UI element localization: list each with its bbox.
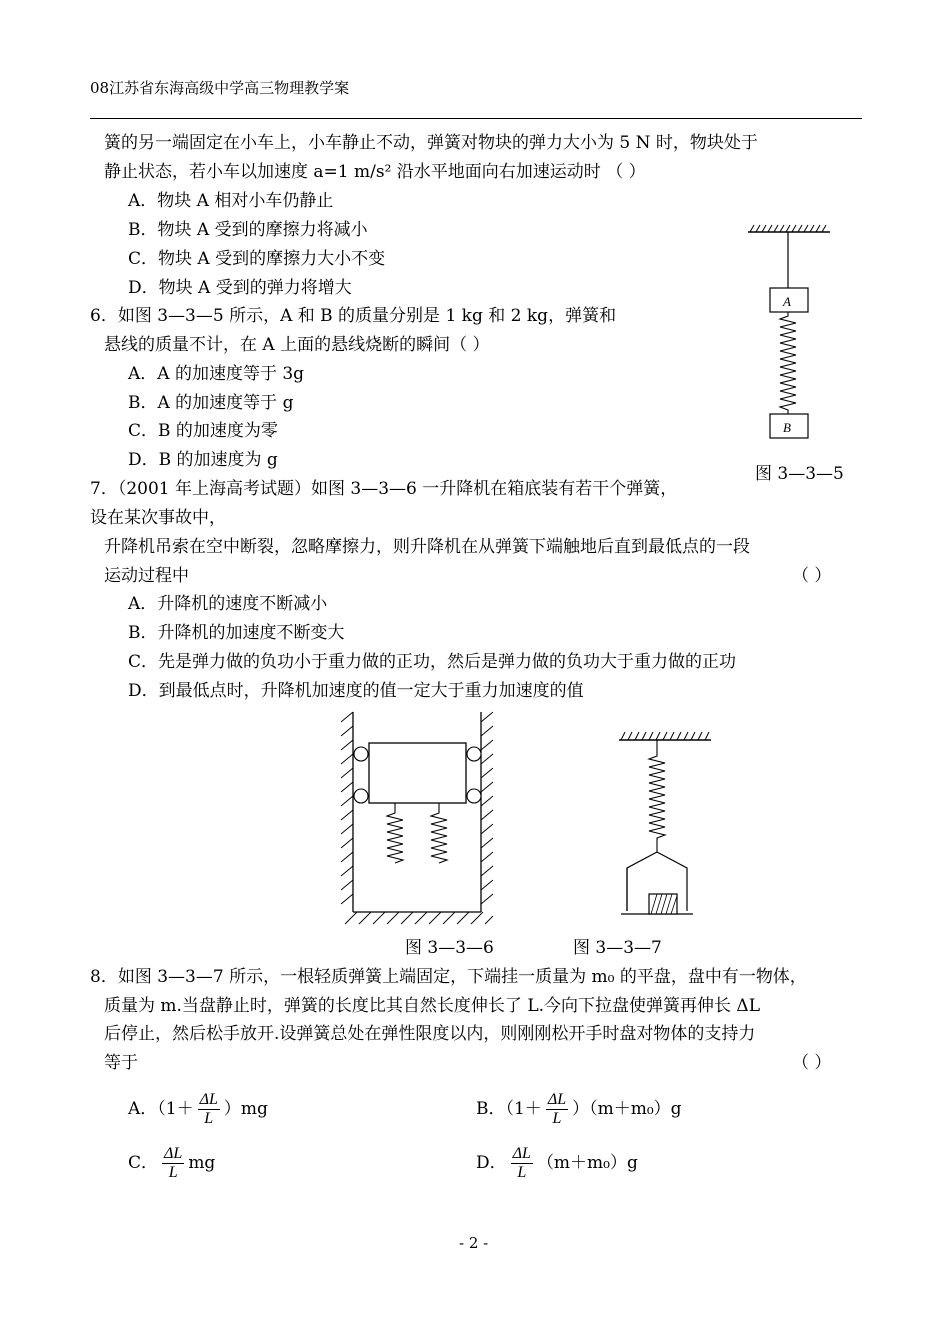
q8-option-c-label: C． [128,1153,159,1173]
q7-answer-paren: （ ） [792,566,832,586]
q8-option-a-label: A．（1＋ [128,1099,194,1119]
page-number: - 2 - [459,1234,489,1252]
q5-line1: 簧的另一端固定在小车上，小车静止不动，弹簧对物块的弹力大小为 5 N 时，物块处于 [104,133,758,153]
block-b-label: B [783,420,791,435]
figure-3-3-6-caption: 图 3—3—6 [405,938,494,958]
q5-line2: 静止状态，若小车以加速度 a=1 m/s² 沿水平地面向右加速运动时 （ ） [104,162,646,182]
q6-option-b: B．A 的加速度等于 g [128,393,294,413]
q5-option-a: A．物块 A 相对小车仍静止 [128,191,334,211]
q8-answer-paren: （ ） [792,1053,832,1073]
fraction-delta-l-over-l: $\frac{\Delta L}{L}$ [547,1091,567,1127]
q7-line3: 升降机吊索在空中断裂，忽略摩擦力，则升降机在从弹簧下端触地后直到最低点的一段 [104,537,750,557]
q8-option-b-tail: ）（m＋m₀）g [572,1099,682,1119]
q7-option-a: A．升降机的速度不断减小 [128,594,328,614]
header-rule [90,118,862,119]
q6-line2: 悬线的质量不计，在 A 上面的悬线烧断的瞬间（ ） [104,335,490,355]
q8-line1: 8．如图 3—3—7 所示，一根轻质弹簧上端固定，下端挂一质量为 m₀ 的平盘，盘中有一物体， [90,967,807,987]
q7-option-d: D．到最低点时，升降机加速度的值一定大于重力加速度的值 [128,681,584,701]
q7-line4: 运动过程中 [104,566,189,586]
q7-line2: 设在某次事故中， [90,508,226,528]
elevator-cabin [369,743,466,803]
fraction-delta-l-over-l: $\frac{\Delta L}{L}$ [199,1091,218,1127]
q7-option-c: C．先是弹力做的负功小于重力做的正功，然后是弹力做的负功大于重力做的正功 [128,652,737,672]
object-on-pan [649,894,677,914]
q8-option-d-tail: （m＋m₀）g [536,1153,638,1173]
fraction-delta-l-over-l: $\frac{\Delta L}{L}$ [164,1145,183,1181]
figure-3-3-7 [615,728,715,920]
q8-option-d-label: D． [476,1153,507,1173]
q8-option-b-label: B．（1＋ [476,1099,542,1119]
figure-3-3-5-caption: 图 3—3—5 [755,464,844,484]
q7-line1: 7．（2001 年上海高考试题）如图 3—3—6 一升降机在箱底装有若干个弹簧， [90,479,678,499]
q8-option-d [476,1140,638,1186]
fraction-delta-l-over-l: $\frac{\Delta L}{L}$ [512,1145,531,1181]
figure-3-3-5 [740,222,840,444]
q8-line4: 等于 [104,1053,138,1073]
q5-option-c: C．物块 A 受到的摩擦力大小不变 [128,249,386,269]
q6-line1: 6．如图 3—3—5 所示，A 和 B 的质量分别是 1 kg 和 2 kg，弹簧和 [90,306,617,326]
q8-option-c-tail: mg [188,1153,216,1173]
q6-option-d: D．B 的加速度为 g [128,450,278,470]
q8-option-c [128,1140,215,1186]
q6-option-a: A．A 的加速度等于 3g [128,364,305,384]
figure-3-3-7-caption: 图 3—3—7 [573,938,662,958]
q8-option-b [476,1086,682,1132]
q8-line2: 质量为 m.当盘静止时，弹簧的长度比其自然长度伸长了 L.今向下拉盘使弹簧再伸长 ΔL [104,996,760,1016]
q8-line3: 后停止，然后松手放开.设弹簧总处在弹性限度以内，则刚刚松开手时盘对物体的支持力 [104,1024,756,1044]
block-a-label: A [783,294,791,309]
q7-option-b: B．升降机的加速度不断变大 [128,623,345,643]
q8-option-a [128,1086,268,1132]
q6-option-c: C．B 的加速度为零 [128,421,278,441]
figure-3-3-6 [335,710,495,928]
page-header: 08江苏省东海高级中学高三物理教学案 [90,79,350,97]
q5-option-d: D．物块 A 受到的弹力将增大 [128,278,352,298]
q5-option-b: B．物块 A 受到的摩擦力将减小 [128,220,368,240]
q8-option-a-tail: ）mg [223,1099,268,1119]
